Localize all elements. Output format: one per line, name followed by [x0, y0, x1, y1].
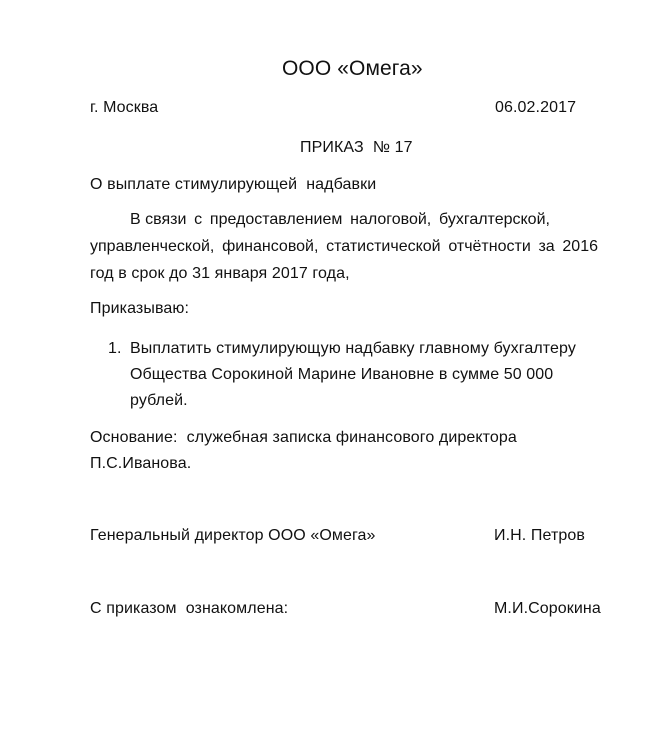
intro-word: 2016	[562, 238, 598, 255]
intro-word: с	[194, 211, 203, 228]
intro-word: бухгалтерской,	[439, 211, 550, 228]
intro-line-1	[130, 208, 550, 232]
director-title: Генеральный директор ООО «Омега»	[90, 527, 376, 544]
basis-line-2: П.С.Иванова.	[90, 455, 192, 472]
intro-word: за	[538, 238, 555, 255]
order-word: Приказываю:	[90, 300, 190, 317]
acknowledgement-label: С приказом ознакомлена:	[90, 600, 289, 617]
order-subject: О выплате стимулирующей надбавки	[90, 176, 377, 193]
intro-word: В связи	[130, 211, 187, 228]
item-line-1: Выплатить стимулирующую надбавку главному бухгалтеру	[130, 340, 576, 357]
basis-line-1: Основание: служебная записка финансового директора	[90, 429, 517, 446]
acknowledgement-name: М.И.Сорокина	[494, 600, 601, 617]
director-name: И.Н. Петров	[494, 527, 585, 544]
item-number: 1.	[108, 340, 122, 357]
city: г. Москва	[90, 99, 159, 116]
item-line-2: Общества Сорокиной Марине Ивановне в сумме 50 000	[130, 366, 554, 383]
intro-word: налоговой,	[350, 211, 432, 228]
intro-word: финансовой,	[222, 238, 319, 255]
intro-word: статистической	[326, 238, 441, 255]
intro-line-2	[90, 235, 598, 259]
intro-word: предоставлением	[209, 211, 343, 228]
document-date: 06.02.2017	[495, 99, 577, 116]
intro-word: управленческой,	[90, 238, 215, 255]
intro-word: отчётности	[448, 238, 531, 255]
order-title: ПРИКАЗ № 17	[300, 139, 413, 156]
item-line-3: рублей.	[130, 392, 188, 409]
company-name: ООО «Омега»	[282, 57, 423, 80]
intro-line-3: год в срок до 31 января 2017 года,	[90, 265, 350, 282]
